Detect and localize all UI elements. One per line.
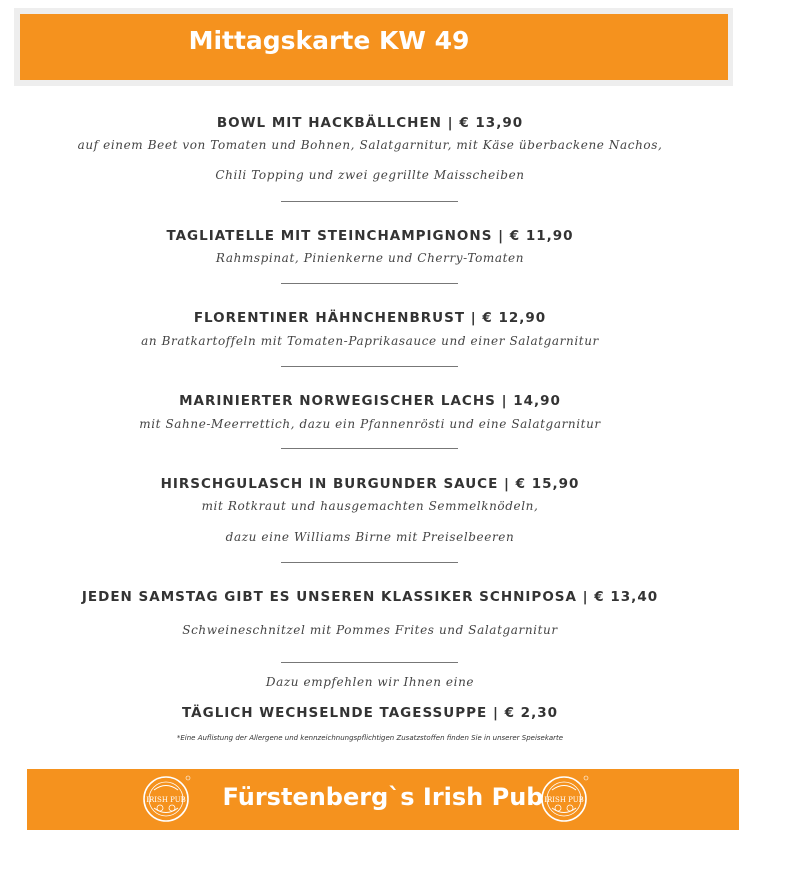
- dish-description: Chili Topping und zwei gegrillte Maisscheiben: [215, 168, 525, 182]
- page-title: Mittagskarte KW 49: [188, 25, 470, 55]
- soup-title: TÄGLICH WECHSELNDE TAGESSUPPE | € 2,30: [182, 705, 558, 721]
- logo-text: IRISH PUB: [146, 796, 186, 804]
- soup-intro: Dazu empfehlen wir Ihnen eine: [265, 675, 475, 689]
- dish-description: Schweineschnitzel mit Pommes Frites und Salatgarnitur: [182, 623, 558, 637]
- divider: [281, 201, 458, 202]
- divider: [281, 283, 458, 284]
- divider: [281, 448, 458, 449]
- dish-title-lachs: MARINIERTER NORWEGISCHER LACHS | 14,90: [179, 393, 561, 409]
- dish-title-bowl: BOWL MIT HACKBÄLLCHEN | € 13,90: [216, 115, 524, 131]
- allergen-footnote: *Eine Auflistung der Allergene und kennzeichnungspflichtigen Zusatzstoffen finden Sie in unserer Speisekarte: [176, 734, 564, 742]
- divider: [281, 662, 458, 663]
- footer-title: Fürstenberg`s Irish Pub: [222, 783, 544, 811]
- dish-title-schniposa: JEDEN SAMSTAG GIBT ES UNSEREN KLASSIKER SCHNIPOSA | € 13,40: [81, 589, 659, 605]
- dish-description: an Bratkartoffeln mit Tomaten-Paprikasauce und einer Salatgarnitur: [141, 334, 599, 348]
- dish-description: auf einem Beet von Tomaten und Bohnen, Salatgarnitur, mit Käse überbackene Nachos,: [77, 138, 663, 152]
- pub-logo-icon: [538, 773, 590, 825]
- dish-description: mit Rotkraut und hausgemachten Semmelknödeln,: [201, 499, 539, 513]
- dish-title-haehnchenbrust: FLORENTINER HÄHNCHENBRUST | € 12,90: [193, 310, 547, 326]
- footer-bar: [27, 769, 739, 830]
- divider: [281, 366, 458, 367]
- header-bar: [20, 14, 728, 80]
- divider: [281, 562, 458, 563]
- dish-title-tagliatelle: TAGLIATELLE MIT STEINCHAMPIGNONS | € 11,90: [166, 228, 574, 244]
- dish-description: Rahmspinat, Pinienkerne und Cherry-Tomaten: [215, 251, 525, 265]
- dish-description: dazu eine Williams Birne mit Preiselbeeren: [225, 530, 515, 544]
- dish-title-hirschgulasch: HIRSCHGULASCH IN BURGUNDER SAUCE | € 15,90: [160, 476, 580, 492]
- logo-text: IRISH PUB: [544, 796, 584, 804]
- dish-description: mit Sahne-Meerrettich, dazu ein Pfannenrösti und eine Salatgarnitur: [139, 417, 601, 431]
